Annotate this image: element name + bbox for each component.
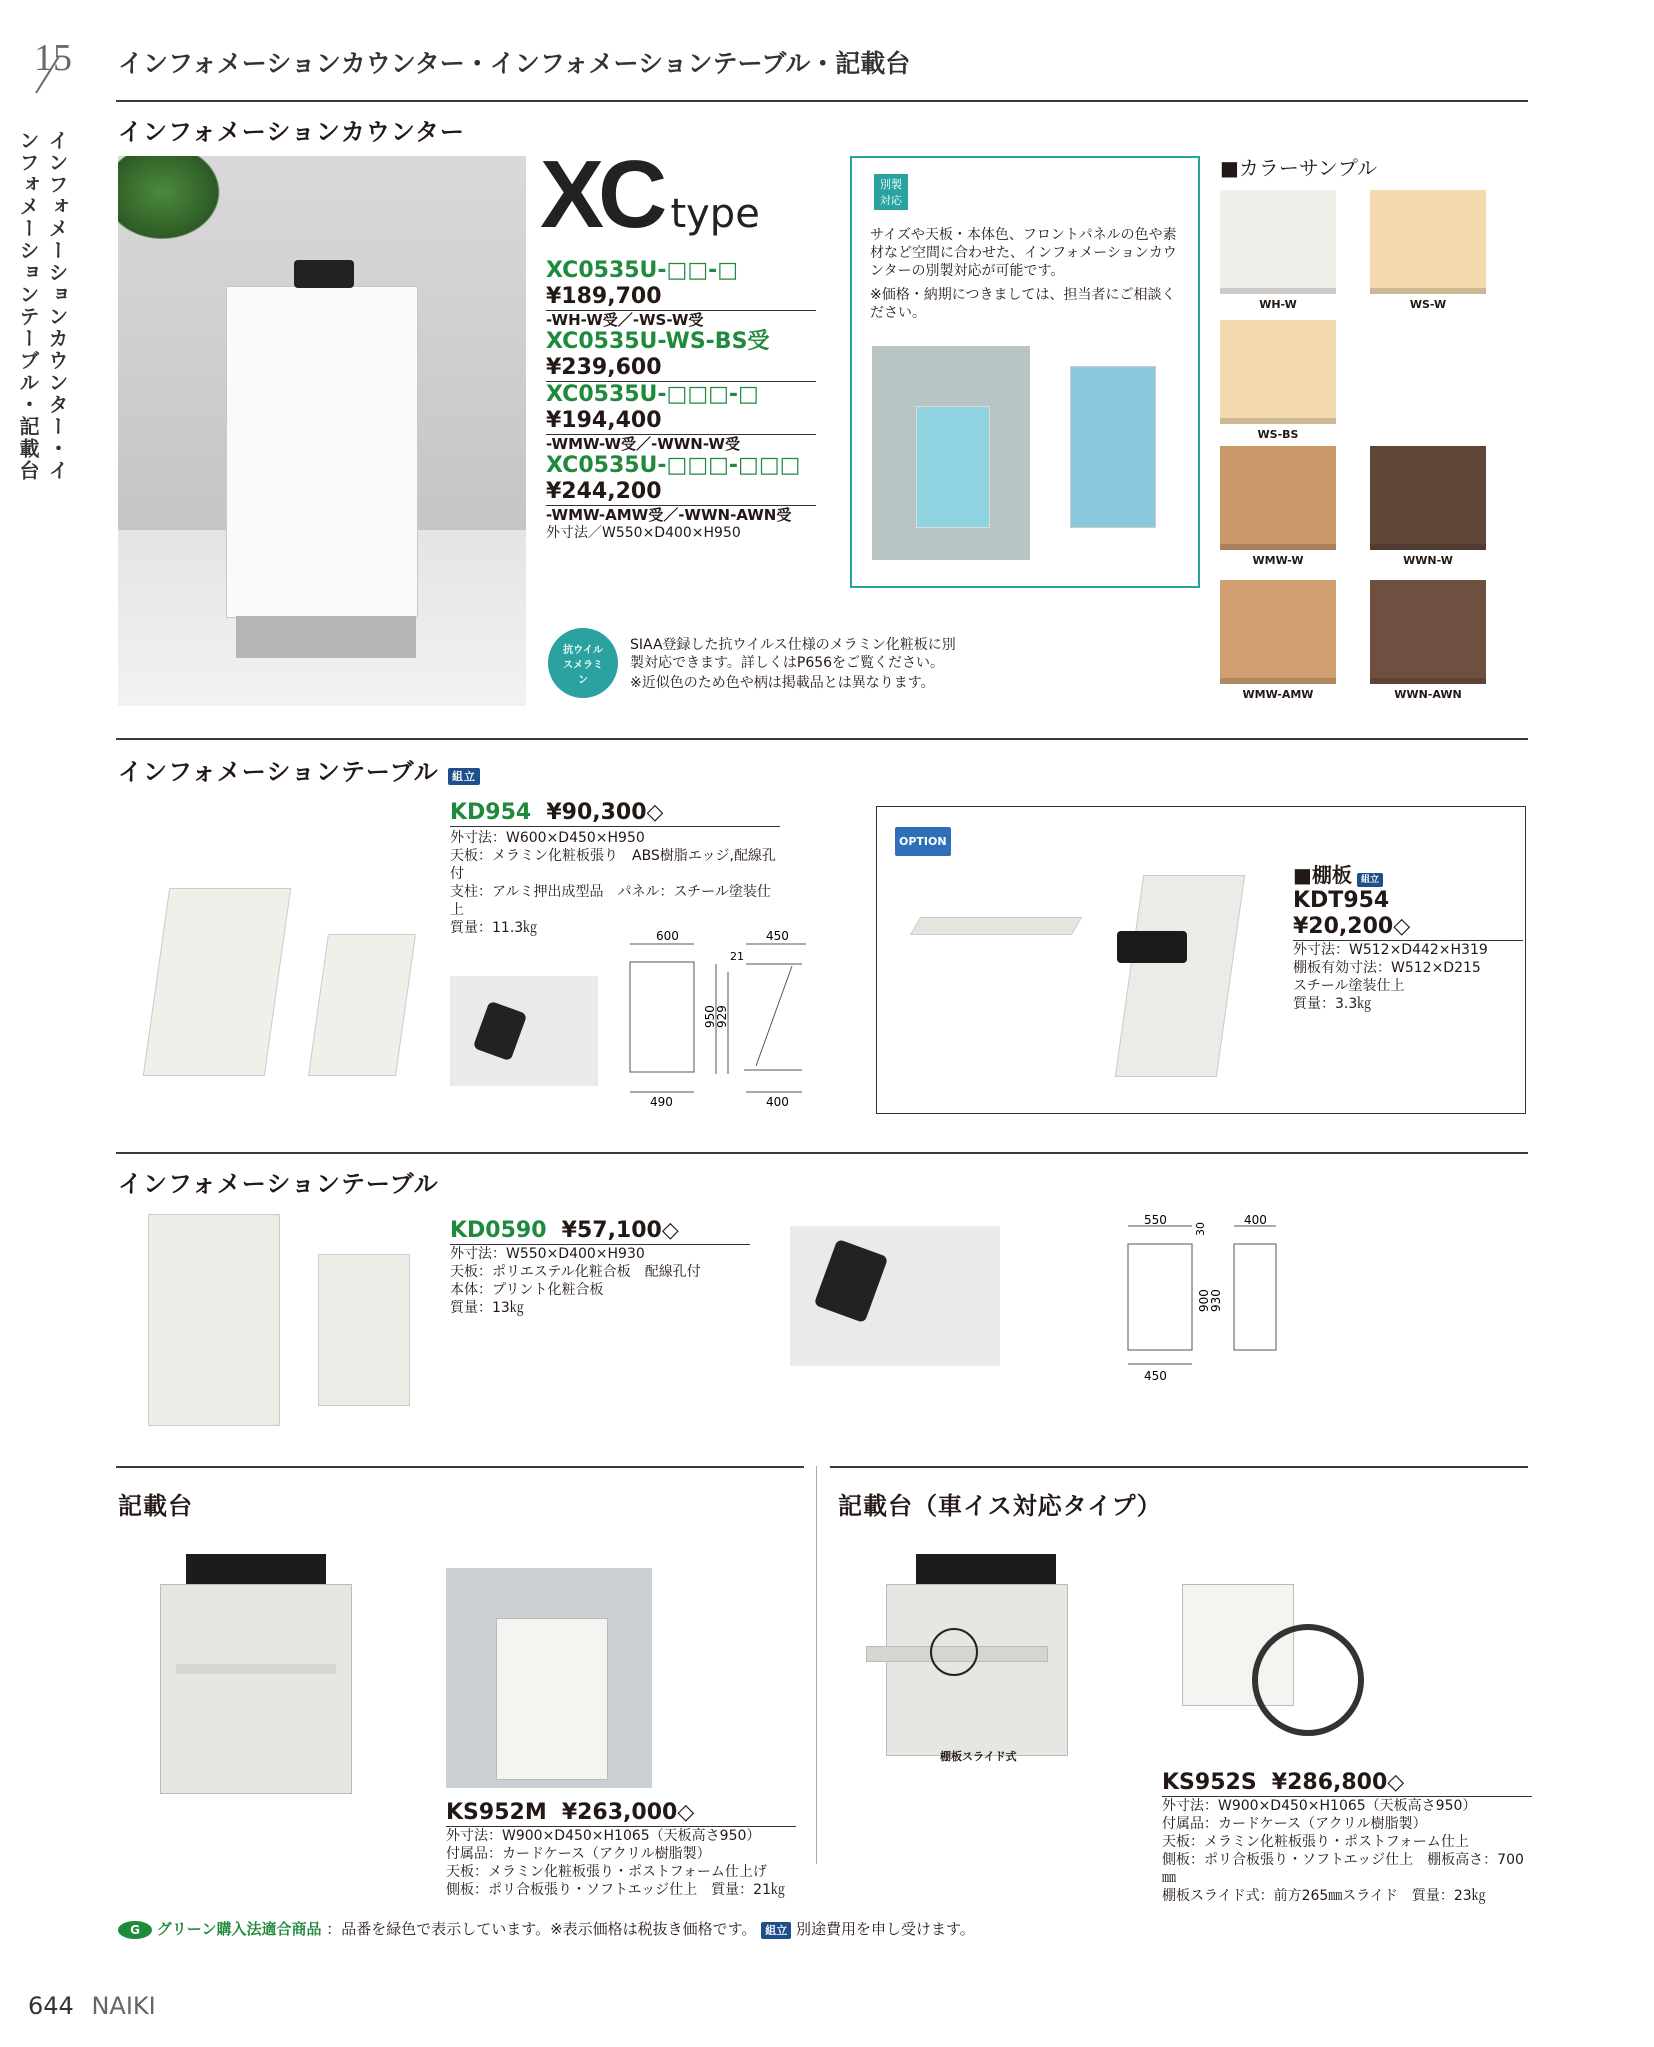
spec-line: 外寸法：W900×D450×H1065（天板高さ950）	[446, 1828, 761, 1844]
spec-line: 側板：ポリ合板張り・ソフトエッジ仕上 棚板高さ：700㎜	[1162, 1852, 1524, 1886]
product-code: KS952S	[1162, 1770, 1257, 1795]
assembly-badge: 組立	[1357, 873, 1383, 887]
color-swatch-label: WWN-W	[1403, 554, 1453, 567]
vertical-divider	[816, 1466, 817, 1864]
wheelchair-icon	[1252, 1624, 1364, 1736]
ks952m-photo	[150, 1554, 360, 1794]
counter-item	[546, 329, 816, 382]
ks952m-info	[446, 1800, 796, 1899]
color-swatch	[1370, 446, 1486, 550]
table-large	[143, 888, 291, 1076]
dim-label: 600	[656, 929, 679, 943]
table2-title: インフォメーションテーブル	[118, 1170, 439, 1198]
product-price: ¥189,700	[546, 284, 662, 309]
counter-cabinet	[226, 286, 418, 618]
assembly-badge: 組立	[448, 768, 480, 785]
zoom-circle	[930, 1628, 978, 1676]
dim-label: 450	[1144, 1369, 1167, 1383]
ks952s-info	[1162, 1770, 1532, 1905]
table1-title	[118, 752, 480, 787]
dim-label: 450	[766, 929, 789, 943]
slide-label: 棚板スライド式	[940, 1750, 1017, 1763]
blue-counter	[916, 406, 990, 528]
color-swatch	[1220, 190, 1336, 294]
phone-icon	[294, 260, 354, 288]
spec-line: 側板：ポリ合板張り・ソフトエッジ仕上 質量：21㎏	[446, 1882, 785, 1898]
side-outline	[1234, 1244, 1276, 1350]
green-g-icon: G	[118, 1921, 152, 1939]
desk1-title: 記載台	[118, 1492, 193, 1520]
section-rule	[116, 1152, 1528, 1154]
front-outline	[1128, 1244, 1192, 1350]
custom-order-box	[850, 156, 1200, 588]
table-panel	[1115, 875, 1245, 1077]
spec-line: 付属品：カードケース（アクリル樹脂製）	[446, 1846, 711, 1862]
color-swatch-label: WH-W	[1259, 298, 1297, 311]
dim-label: 929	[715, 1005, 729, 1028]
dim-label: 930	[1209, 1289, 1223, 1312]
spec-line: 外寸法：W600×D450×H950	[450, 830, 645, 846]
product-price: ¥239,600	[546, 355, 662, 380]
spec-line: 付属品：カードケース（アクリル樹脂製）	[1162, 1816, 1427, 1832]
color-swatch-label: WMW-AMW	[1242, 688, 1314, 701]
kd954-info	[450, 800, 780, 937]
desk-body	[496, 1618, 608, 1780]
counter-photo	[118, 156, 526, 706]
footer-note	[118, 1918, 975, 1939]
xc-logo	[540, 140, 820, 248]
chapter-number: 15	[34, 37, 72, 79]
custom-note: ※価格・納期につきましては、担当者にご相談ください。	[870, 287, 1176, 321]
ks952s-wheelchair-photo	[1162, 1554, 1366, 1744]
product-code: KS952M	[446, 1800, 547, 1825]
kd954-dimension-drawing	[616, 926, 816, 1106]
front-outline	[630, 962, 694, 1072]
antivirus-text: SIAA登録した抗ウイルス仕様のメラミン化粧板に別製対応できます。詳しくはP656をご覧ください。	[630, 637, 956, 671]
shelf-photo	[895, 873, 1095, 973]
section-rule	[116, 1466, 804, 1468]
dim-label: 490	[650, 1095, 673, 1106]
desk2-title: 記載台（車イス対応タイプ）	[838, 1492, 1162, 1520]
option-price: ¥20,200◇	[1293, 914, 1523, 941]
color-swatch	[1370, 580, 1486, 684]
custom-photo-2	[1042, 346, 1182, 560]
color-swatch-label: WMW-W	[1252, 554, 1304, 567]
side-strut	[756, 966, 792, 1066]
spec-line: 天板：ポリエステル化粧合板 配線孔付	[450, 1264, 701, 1280]
assembly-text: 別途費用を申し受けます。	[796, 1920, 975, 1938]
spec-line: 質量：13㎏	[450, 1300, 524, 1316]
color-swatch-label: WS-BS	[1257, 428, 1299, 441]
section-rule	[830, 1466, 1528, 1468]
phone-icon	[473, 1001, 528, 1062]
logo-sub: type	[670, 191, 760, 237]
wiring-photo	[450, 976, 598, 1086]
side-title: インフォメーションカウンター・インフォメーションテーブル・記載台	[16, 130, 69, 482]
counter-title: インフォメーションカウンター	[118, 118, 465, 146]
kd954-photo	[128, 852, 428, 1092]
phone-icon	[814, 1239, 889, 1323]
spec-line: 外寸法：W900×D450×H1065（天板高さ950）	[1162, 1798, 1477, 1814]
desk-body	[160, 1584, 352, 1794]
variant-text: -WH-W受／-WS-W受	[546, 311, 704, 329]
bag-icon	[1117, 931, 1187, 963]
table-small	[308, 934, 416, 1076]
section-rule	[116, 738, 1528, 740]
product-price: ¥194,400	[546, 408, 662, 433]
spec-line: 支柱：アルミ押出成型品 パネル：スチール塗装仕上	[450, 884, 771, 918]
color-swatch-label: WWN-AWN	[1394, 688, 1462, 701]
option-info	[1293, 859, 1523, 1013]
product-price: ¥244,200	[546, 479, 662, 504]
table1-title-text: インフォメーションテーブル	[118, 758, 439, 786]
product-price: ¥57,100◇	[561, 1218, 679, 1243]
kd0590-dimension-drawing	[1110, 1214, 1300, 1384]
product-price: ¥286,800◇	[1271, 1770, 1405, 1795]
table-with-shelf-photo	[1103, 847, 1263, 1097]
spec-line: 天板：メラミン化粧板張り・ポストフォーム仕上げ	[446, 1864, 767, 1880]
spec-line: 天板：メラミン化粧板張り ABS樹脂エッジ,配線孔付	[450, 848, 776, 882]
ks952s-photo	[866, 1554, 1082, 1754]
dim-label: 21	[730, 950, 744, 963]
shelf-board	[910, 917, 1082, 935]
brand-name: NAIKI	[91, 1992, 156, 2020]
header-title: インフォメーションカウンター・インフォメーションテーブル・記載台	[118, 49, 911, 78]
product-price: ¥90,300◇	[546, 800, 664, 825]
custom-text: サイズや天板・本体色、フロントパネルの色や素材など空間に合わせた、インフォメーションカウンターの別製対応が可能です。	[870, 227, 1177, 279]
spec-line: 質量：3.3㎏	[1293, 996, 1372, 1012]
spec-line: 天板：メラミン化粧板張り・ポストフォーム仕上	[1162, 1834, 1469, 1850]
card-case	[916, 1554, 1056, 1584]
counter-item	[546, 382, 816, 435]
table-small	[318, 1254, 410, 1406]
antivirus-badge-label: 抗ウイルスメラミン	[563, 644, 603, 686]
variant-text: -WMW-W受／-WWN-W受	[546, 435, 740, 453]
kd0590-photo	[138, 1204, 418, 1428]
option-title: ■棚板	[1293, 863, 1352, 887]
counter-item	[546, 258, 816, 311]
dim-label: 900	[1197, 1289, 1211, 1312]
table-large	[148, 1214, 280, 1426]
option-box	[876, 806, 1526, 1114]
option-title-line	[1293, 859, 1523, 888]
dim-label: 950	[703, 1005, 717, 1028]
spec-line: 外寸法：W512×D442×H319	[1293, 942, 1488, 958]
product-code: XC0535U-WS-BS受	[546, 329, 770, 354]
custom-photo-1	[872, 346, 1030, 560]
green-label: グリーン購入法適合商品	[156, 1920, 322, 1938]
ks952m-header	[446, 1800, 796, 1827]
blue-counter	[1070, 366, 1156, 528]
product-code: KD954	[450, 800, 532, 825]
product-code: XC0535U-□□□-□□□	[546, 453, 801, 478]
header-rule	[116, 100, 1528, 102]
card-case	[186, 1554, 326, 1584]
spec-line: 外寸法：W550×D400×H930	[450, 1246, 645, 1262]
spec-line: 本体：プリント化粧合板	[450, 1282, 604, 1298]
kd954-header	[450, 800, 780, 827]
option-code: KDT954	[1293, 888, 1390, 913]
color-swatch	[1220, 580, 1336, 684]
product-code: XC0535U-□□-□	[546, 258, 739, 283]
page-number	[28, 1992, 156, 2020]
color-sample-title: ■カラーサンプル	[1220, 156, 1378, 180]
custom-badge: 別製対応	[874, 174, 908, 210]
page-number-text: 644	[28, 1992, 74, 2020]
counter-item	[546, 453, 816, 506]
color-swatch	[1220, 446, 1336, 550]
counter-price-list	[546, 258, 816, 542]
dim-label: 30	[1194, 1222, 1207, 1236]
kd0590-header	[450, 1218, 750, 1245]
color-swatch	[1370, 190, 1486, 294]
antivirus-note: ※近似色のため色や柄は掲載品とは異なります。	[630, 675, 935, 691]
counter-dims: 外寸法／W550×D400×H950	[546, 525, 741, 541]
green-text: ：品番を緑色で表示しています。※表示価格は税抜き価格です。	[326, 1920, 757, 1938]
dim-label: 550	[1144, 1214, 1167, 1227]
product-code: KD0590	[450, 1218, 547, 1243]
color-swatch-label: WS-W	[1409, 298, 1447, 311]
dim-label: 400	[766, 1095, 789, 1106]
plant-decoration	[118, 156, 228, 246]
desk-body	[886, 1584, 1068, 1756]
ks952m-scene-photo	[446, 1568, 652, 1788]
assembly-badge: 組立	[761, 1922, 791, 1939]
spec-line: 棚板スライド式：前方265㎜スライド 質量：23㎏	[1162, 1888, 1486, 1904]
option-badge: OPTION	[895, 827, 951, 856]
ks952s-header	[1162, 1770, 1532, 1797]
spec-line: 質量：11.3㎏	[450, 920, 538, 936]
antivirus-badge	[548, 628, 618, 698]
color-swatch	[1220, 320, 1336, 424]
dim-label: 400	[1244, 1214, 1267, 1227]
kd0590-info	[450, 1218, 750, 1317]
wiring-photo	[790, 1226, 1000, 1366]
counter-base	[236, 616, 416, 658]
logo-main: XC	[540, 141, 662, 248]
spec-line: スチール塗装仕上	[1293, 978, 1405, 994]
variant-text: -WMW-AMW受／-WWN-AWN受	[546, 506, 792, 524]
product-price: ¥263,000◇	[561, 1800, 695, 1825]
desk-shelf	[176, 1664, 336, 1674]
product-code: XC0535U-□□□-□	[546, 382, 759, 407]
spec-line: 棚板有効寸法：W512×D215	[1293, 960, 1481, 976]
